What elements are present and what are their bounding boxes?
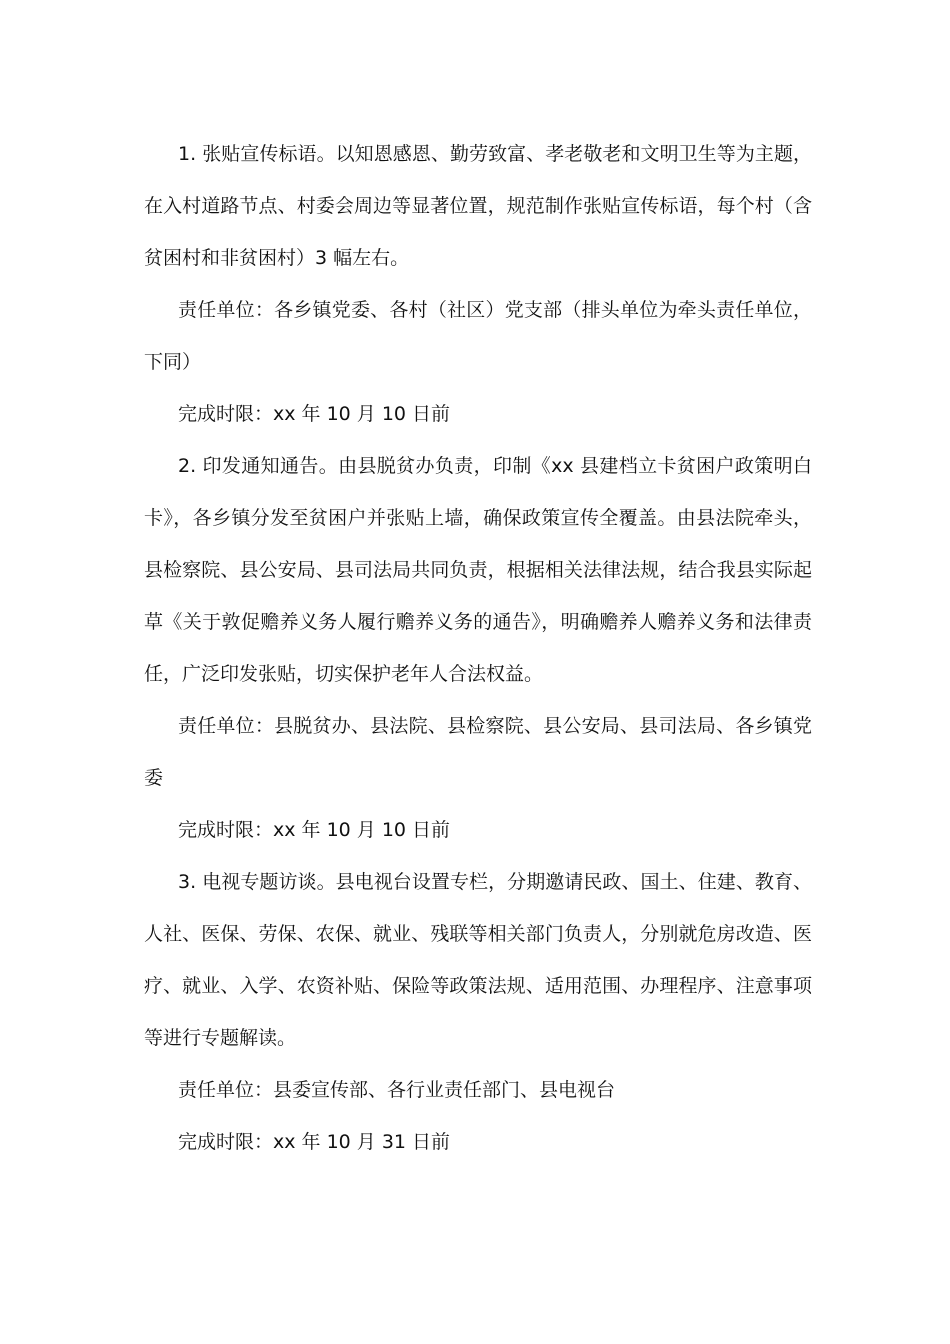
- deadline-item-1: 完成时限：xx 年 10 月 10 日前: [178, 403, 451, 425]
- paragraph-item-1-slogans: 1. 张贴宣传标语。以知恩感恩、勤劳致富、孝老敬老和文明卫生等为主题，在入村道路节点、村委会周边等显著位置，规范制作张贴宣传标语，每个村（含贫困村和非贫困村）3 幅左右。: [144, 143, 812, 269]
- paragraph-item-2-notices: 2. 印发通知通告。由县脱贫办负责，印制《xx 县建档立卡贫困户政策明白卡》，各乡镇分发至贫困户并张贴上墙，确保政策宣传全覆盖。由县法院牵头，县检察院、县公安局、县司法局共同负责，根据相关法律法规，结合我县实际起草《关于敦促赡养义务人履行赡养义务的通告》，明确赡养人赡养义务和法律责任，广泛印发张贴，切实保护老年人合法权益。: [144, 455, 812, 685]
- document-body: [144, 128, 812, 1168]
- deadline-item-2: 完成时限：xx 年 10 月 10 日前: [178, 819, 451, 841]
- deadline-item-3: 完成时限：xx 年 10 月 31 日前: [178, 1131, 451, 1153]
- responsible-units-item-2: 责任单位：县脱贫办、县法院、县检察院、县公安局、县司法局、各乡镇党委: [144, 715, 812, 789]
- responsible-units-item-3: 责任单位：县委宣传部、各行业责任部门、县电视台: [178, 1079, 616, 1101]
- paragraph-item-3-tv-interview: 3. 电视专题访谈。县电视台设置专栏，分期邀请民政、国土、住建、教育、人社、医保、劳保、农保、就业、残联等相关部门负责人，分别就危房改造、医疗、就业、入学、农资补贴、保险等政策法规、适用范围、办理程序、注意事项等进行专题解读。: [144, 871, 812, 1049]
- responsible-units-item-1: 责任单位：各乡镇党委、各村（社区）党支部（排头单位为牵头责任单位，下同）: [144, 299, 812, 373]
